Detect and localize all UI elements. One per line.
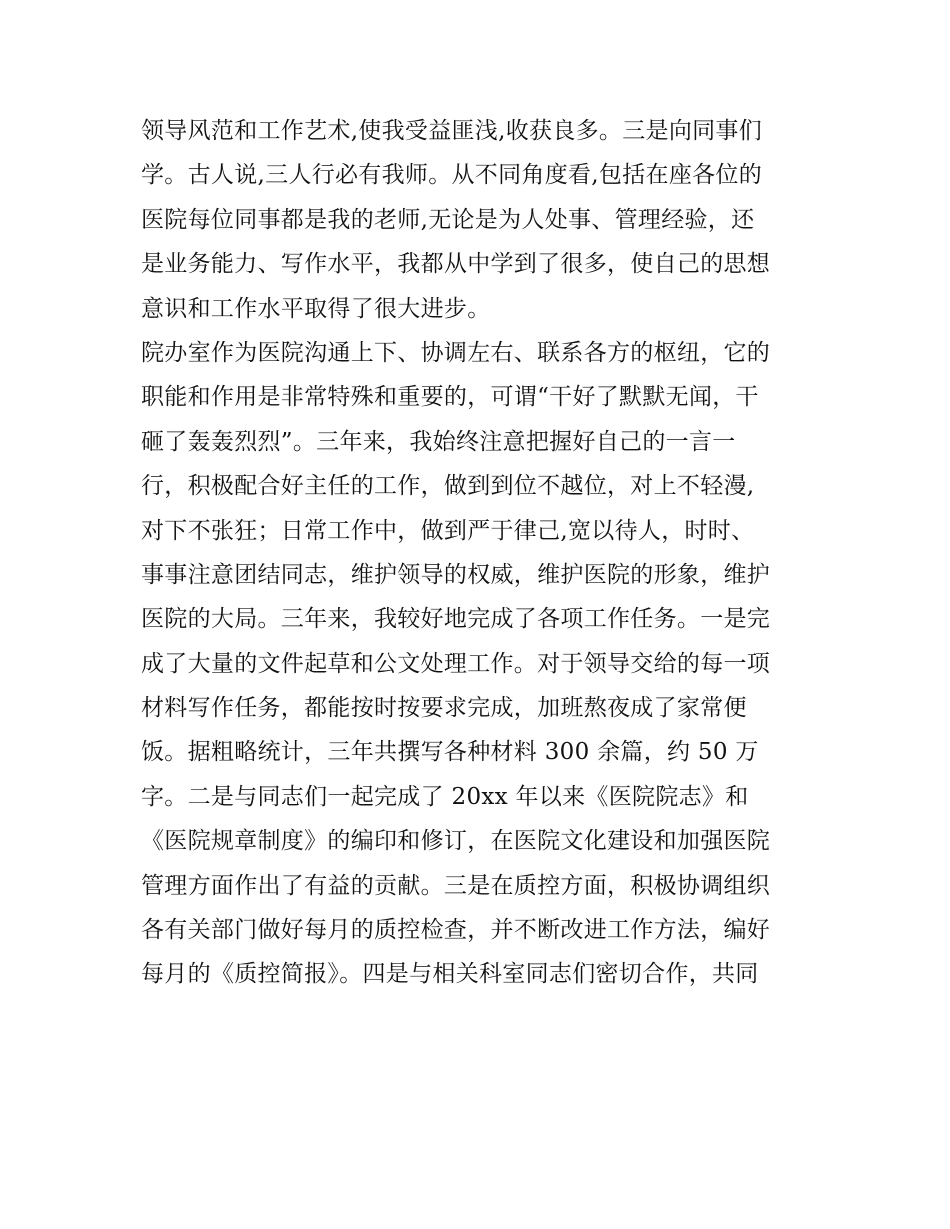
text-line: 字。二是与同志们一起完成了 20xx 年以来《医院院志》和 [141, 783, 749, 810]
text-line: 职能和作用是非常特殊和重要的，可谓“干好了默默无闻，干 [141, 384, 759, 411]
text-line: 事事注意团结同志，维护领导的权威，维护医院的形象，维护 [141, 561, 771, 588]
text-line: 管理方面作出了有益的贡献。三是在质控方面，积极协调组织 [141, 872, 771, 899]
text-line: 是业务能力、写作水平，我都从中学到了很多，使自己的思想 [141, 251, 771, 278]
text-line: 砸了轰轰烈烈”。三年来，我始终注意把握好自己的一言一 [141, 428, 736, 455]
text-line: 《医院规章制度》的编印和修订，在医院文化建设和加强医院 [141, 828, 771, 855]
text-line: 意识和工作水平取得了很大进步。 [141, 295, 491, 322]
text-line: 每月的《质控简报》。四是与相关科室同志们密切合作，共同 [141, 961, 759, 988]
text-line: 医院每位同事都是我的老师,无论是为人处事、管理经验，还 [141, 206, 755, 233]
text-line: 对下不张狂；日常工作中，做到严于律己,宽以待人，时时、 [141, 517, 755, 544]
text-line: 成了大量的文件起草和公文处理工作。对于领导交给的每一项 [141, 650, 771, 677]
text-line: 医院的大局。三年来，我较好地完成了各项工作任务。一是完 [141, 606, 771, 633]
body-text [141, 109, 821, 997]
text-line: 领导风范和工作艺术,使我受益匪浅,收获良多。三是向同事们 [141, 118, 763, 144]
text-line: 各有关部门做好每月的质控检查，并不断改进工作方法，编好 [141, 917, 771, 944]
text-line: 饭。据粗略统计，三年共撰写各种材料 300 余篇，约 50 万 [141, 739, 759, 766]
text-line: 学。古人说,三人行必有我师。从不同角度看,包括在座各位的 [141, 162, 763, 189]
text-line: 院办室作为医院沟通上下、协调左右、联系各方的枢纽，它的 [141, 339, 771, 366]
text-line: 材料写作任务，都能按时按要求完成，加班熬夜成了家常便 [141, 695, 747, 722]
text-line: 行，积极配合好主任的工作，做到到位不越位，对上不轻漫, [141, 473, 755, 500]
